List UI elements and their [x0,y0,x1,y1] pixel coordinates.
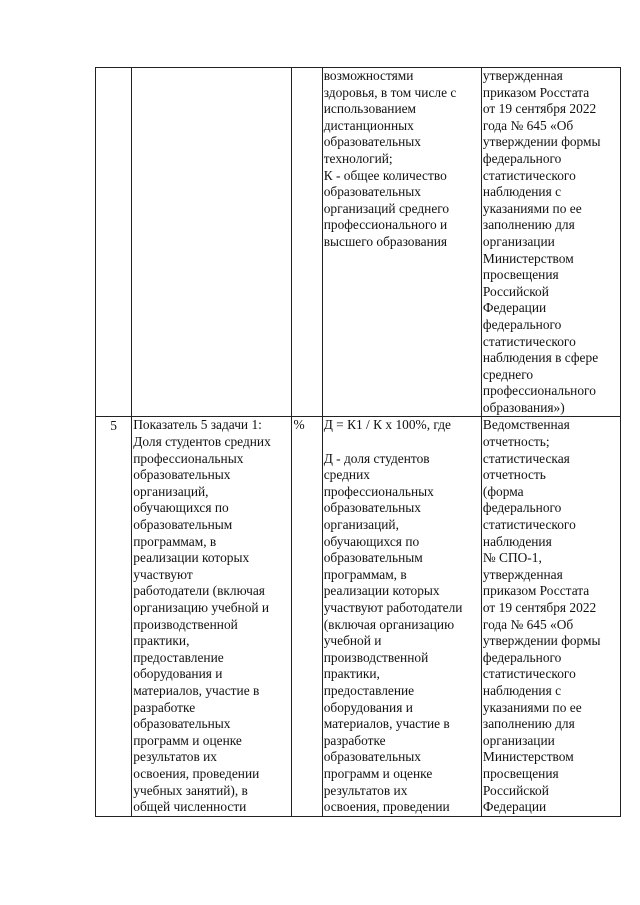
formula-equation: Д = К1 / К х 100%, где [323,417,451,433]
unit-cell [292,417,322,816]
indicator-name-cell [132,68,292,417]
formula-cell [322,417,481,816]
table-row [96,417,621,816]
blank-line [324,434,480,451]
indicators-table [95,67,621,817]
formula-description: Д - доля студентов средних профессиональных образовательных организаций, обучающихся по образовательным программам, в реализации которых участвуют работодатели (включая организацию учебной и производственной практики, предоставление оборудования и материалов, участие в разработке образовательных программ и оценке результатов их освоения, проведении [323,450,463,815]
source-text: утвержденная приказом Росстата от 19 сентября 2022 года № 645 «Об утверждении формы федерального статистического наблюдения с указаниями по ее заполнению для организации Министерством просвещения Российской Федерации федерального статистического наблюдения в сфере среднего профессионального образования») [482,68,601,415]
row-number-cell [96,68,132,417]
formula-cell [322,68,481,417]
source-cell [481,68,620,417]
source-text: Ведомственная отчетность; статистическая отчетность (форма федерального статистического наблюдения № СПО-1, утвержденная приказом Росстата от 19 сентября 2022 года № 645 «Об утверждении формы федерального статистического наблюдения с указаниями по ее заполнению для организации Министерством просвещения Российской Федерации [482,417,601,815]
row-number: 5 [110,418,117,434]
indicator-name: Показатель 5 задачи 1: Доля студентов средних профессиональных образовательных организаций, обучающихся по образовательным программам, в реализации которых участвуют работодатели (включая организацию учебной и производственной практики, предоставление оборудования и материалов, участие в разработке образовательных программ и оценке результатов их освоения, проведении учебных занятий), в общей численности [133,417,271,815]
row-number-cell [96,417,132,816]
unit-cell [292,68,322,417]
table-row [96,68,621,417]
formula-text: возможностями здоровья, в том числе с использованием дистанционных образовательных технологий; К - общее количество образовательных организаций среднего профессионального и высшего образования [323,68,457,249]
unit: % [293,417,305,433]
source-cell [481,417,620,816]
indicator-name-cell [132,417,292,816]
